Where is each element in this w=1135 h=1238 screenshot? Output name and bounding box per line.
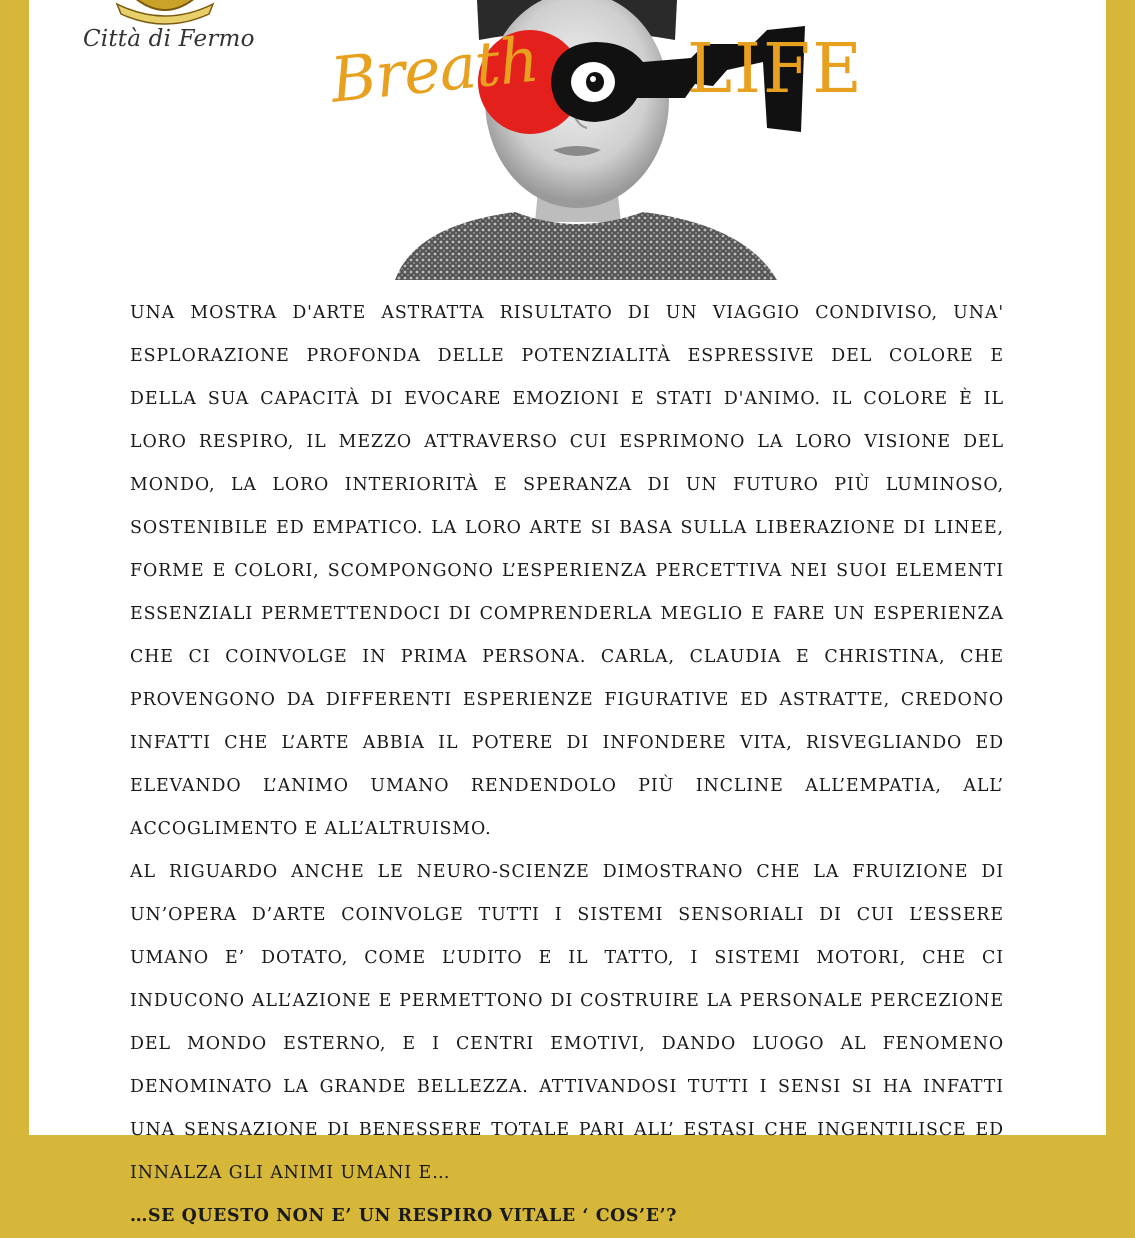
document-page — [29, 0, 1106, 1226]
poster-title-script: Breath — [327, 22, 542, 117]
closing-question: …SE QUESTO NON E’ UN RESPIRO VITALE ‘ COS’E’? — [130, 1206, 678, 1226]
description-paragraph-1: UNA MOSTRA D'ARTE ASTRATTA RISULTATO DI UN VIAGGIO CONDIVISO, UNA' ESPLORAZIONE PROFONDA DELLE POTENZIALITÀ ESPRESSIVE DEL COLORE E DELLA SUA CAPACITÀ DI EVOCARE EMOZIONI E STATI D'ANIMO. IL COLORE È IL LORO RESPIRO, IL MEZZO ATTRAVERSO CUI ESPRIMONO LA LORO VISIONE DEL MONDO, LA LORO INTERIORITÀ E SPERANZA DI UN FUTURO PIÙ LUMINOSO, SOSTENIBILE ED EMPATICO. LA LORO ARTE SI BASA SULLA LIBERAZIONE DI LINEE, FORME E COLORI, SCOMPONGONO L’ESPERIENZA PERCETTIVA NEI SUOI ELEMENTI ESSENZIALI PERMETTENDOCI DI COMPRENDERLA MEGLIO E FARE UN ESPERIENZA CHE CI COINVOLGE IN PRIMA PERSONA. CARLA, CLAUDIA E CHRISTINA, CHE PROVENGONO DA DIFFERENTI ESPERIENZE FIGURATIVE ED ASTRATTE, CREDONO INFATTI CHE L’ARTE ABBIA IL POTERE DI INFONDERE VITA, RISVEGLIANDO ED ELEVANDO L’ANIMO UMANO RENDENDOLO PIÙ INCLINE ALL’EMPATIA, ALL’ ACCOGLIMENTO E ALL’ALTRUISMO. — [130, 303, 1004, 839]
exhibition-description — [130, 292, 1004, 1238]
description-paragraph-2: AL RIGUARDO ANCHE LE NEURO-SCIENZE DIMOSTRANO CHE LA FRUIZIONE DI UN’OPERA D’ARTE COINVOLGE TUTTI I SISTEMI SENSORIALI DI CUI L’ESSERE UMANO E’ DOTATO, COME L’UDITO E IL TATTO, I SISTEMI MOTORI, CHE CI INDUCONO ALL’AZIONE E PERMETTONO DI COSTRUIRE LA PERSONALE PERCEZIONE DEL MONDO ESTERNO, E I CENTRI EMOTIVI, DANDO LUOGO AL FENOMENO DENOMINATO LA GRANDE BELLEZZA. ATTIVANDOSI TUTTI I SENSI SI HA INFATTI UNA SENSAZIONE DI BENESSERE TOTALE PARI ALL’ ESTASI CHE INGENTILISCE ED INNALZA GLI ANIMI UMANI E… — [130, 862, 1004, 1183]
city-crest-logo — [111, 0, 219, 24]
poster-title-caps: LIFE — [687, 30, 864, 109]
city-name: Città di Fermo — [83, 26, 255, 52]
